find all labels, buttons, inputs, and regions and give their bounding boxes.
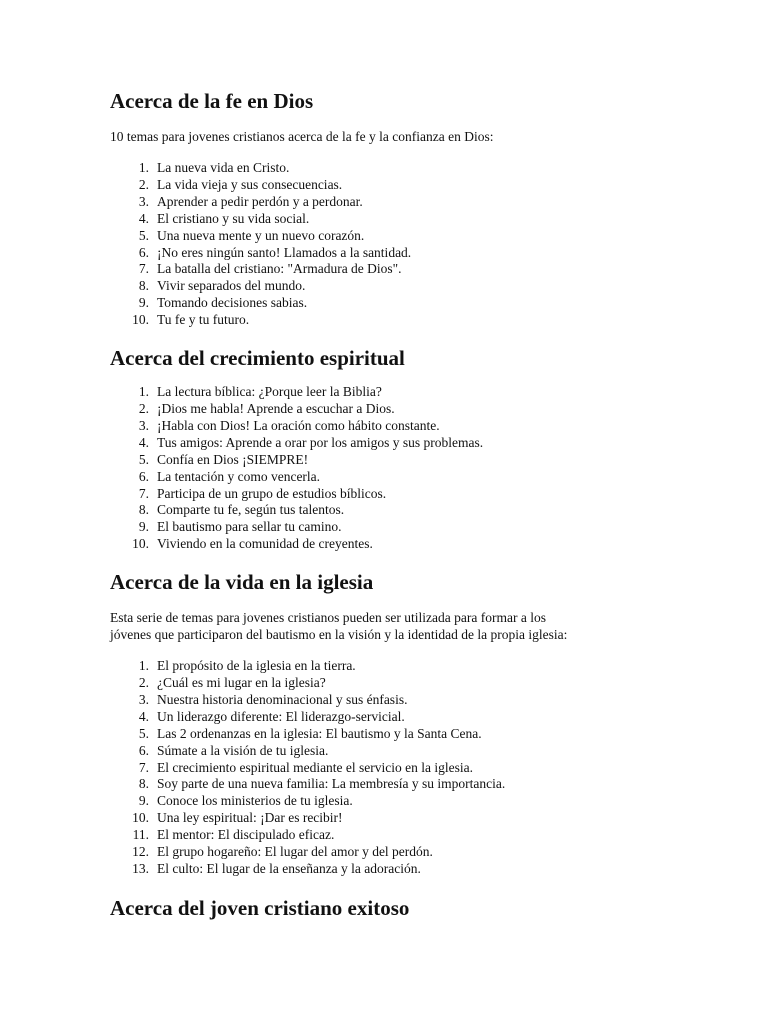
list-item: 10. Una ley espiritual: ¡Dar es recibir! <box>132 810 343 826</box>
list-item: 8. Vivir separados del mundo. <box>138 278 306 294</box>
list-item: 5. Las 2 ordenanzas en la iglesia: El bautismo y la Santa Cena. <box>138 725 482 741</box>
topic-list-fe-en-dios <box>110 160 730 329</box>
list-item: 7. Participa de un grupo de estudios bíblicos. <box>138 485 387 501</box>
list-item: 9. El bautismo para sellar tu camino. <box>138 519 342 535</box>
list-item: 9. Tomando decisiones sabias. <box>138 295 308 311</box>
list-item: 8. Comparte tu fe, según tus talentos. <box>138 502 345 518</box>
section-heading-vida-en-la-iglesia: Acerca de la vida en la iglesia <box>110 570 374 595</box>
list-item: 1. El propósito de la iglesia en la tierra. <box>138 658 356 674</box>
list-item: 4. El cristiano y su vida social. <box>138 210 310 226</box>
intro-line: jóvenes que participaron del bautismo en la visión y la identidad de la propia iglesia: <box>110 627 568 643</box>
section-intro-fe-en-dios: 10 temas para jovenes cristianos acerca de la fe y la confianza en Dios: <box>110 129 494 144</box>
topic-list-crecimiento-espiritual <box>110 384 730 553</box>
list-item: 4. Un liderazgo diferente: El liderazgo-servicial. <box>138 708 405 724</box>
list-item: 3. Nuestra historia denominacional y sus énfasis. <box>138 691 408 707</box>
list-item: 7. El crecimiento espiritual mediante el servicio en la iglesia. <box>138 759 474 775</box>
list-item: 6. La tentación y como vencerla. <box>138 468 321 484</box>
section-intro-vida-en-la-iglesia <box>110 609 730 643</box>
list-item: 1. La lectura bíblica: ¿Porque leer la Biblia? <box>138 384 382 400</box>
list-item: 6. Súmate a la visión de tu iglesia. <box>138 742 329 758</box>
list-item: 6. ¡No eres ningún santo! Llamados a la santidad. <box>138 244 412 260</box>
list-item: 1. La nueva vida en Cristo. <box>138 160 290 175</box>
list-item: 3. Aprender a pedir perdón y a perdonar. <box>138 193 363 209</box>
list-item: 3. ¡Habla con Dios! La oración como hábito constante. <box>138 417 440 433</box>
list-item: 2. ¡Dios me habla! Aprende a escuchar a Dios. <box>138 400 395 416</box>
list-item: 10. Tu fe y tu futuro. <box>132 312 250 328</box>
list-item: 12. El grupo hogareño: El lugar del amor y del perdón. <box>132 844 433 860</box>
section-heading-joven-cristiano-exitoso: Acerca del joven cristiano exitoso <box>110 895 410 920</box>
section-heading-fe-en-dios: Acerca de la fe en Dios <box>110 89 314 113</box>
section-heading-crecimiento-espiritual: Acerca del crecimiento espiritual <box>110 346 405 371</box>
topic-list-vida-en-la-iglesia <box>110 658 730 878</box>
list-item: 4. Tus amigos: Aprende a orar por los amigos y sus problemas. <box>138 434 484 450</box>
list-item: 10. Viviendo en la comunidad de creyentes. <box>132 536 373 552</box>
list-item: 5. Una nueva mente y un nuevo corazón. <box>138 227 365 243</box>
list-item: 13. El culto: El lugar de la enseñanza y la adoración. <box>132 861 421 876</box>
list-item: 8. Soy parte de una nueva familia: La membresía y su importancia. <box>138 776 506 792</box>
list-item: 7. La batalla del cristiano: "Armadura de Dios". <box>138 261 402 277</box>
list-item: 2. La vida vieja y sus consecuencias. <box>138 176 343 192</box>
list-item: 2. ¿Cuál es mi lugar en la iglesia? <box>138 675 326 691</box>
list-item: 9. Conoce los ministerios de tu iglesia. <box>138 793 353 809</box>
list-item: 11. El mentor: El discipulado eficaz. <box>132 827 335 843</box>
intro-line: Esta serie de temas para jovenes cristianos pueden ser utilizada para formar a los <box>110 610 546 626</box>
document-page <box>110 88 730 921</box>
list-item: 5. Confía en Dios ¡SIEMPRE! <box>138 451 309 467</box>
